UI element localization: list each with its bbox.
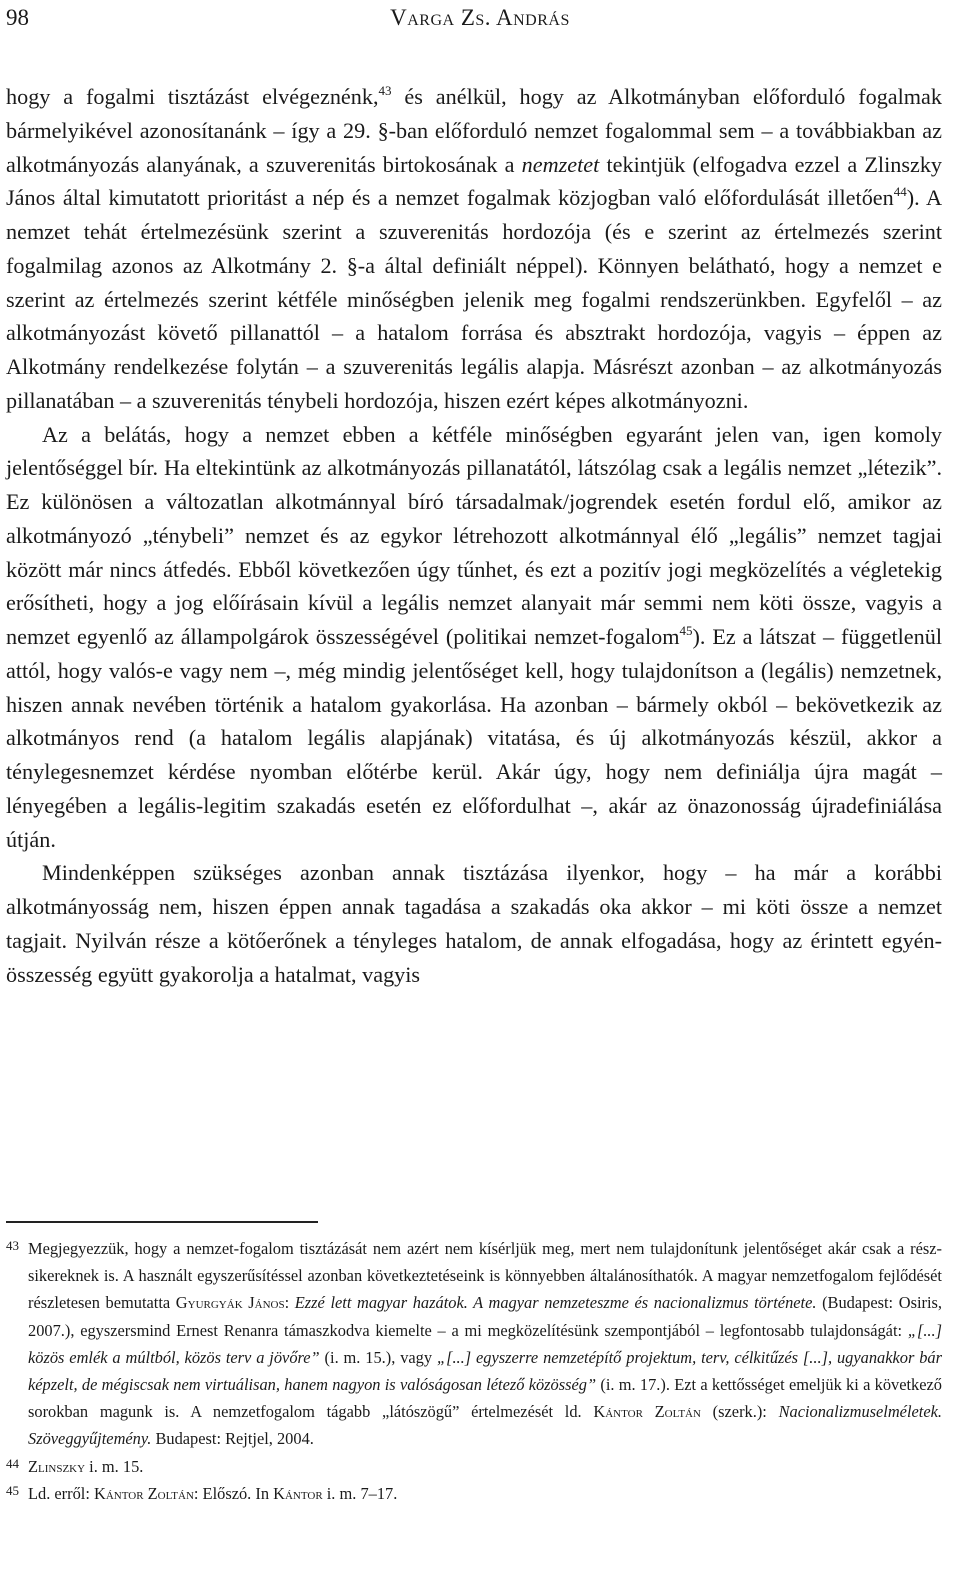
paragraph-3-text: Mindenképpen szükséges azonban annak tisztázása ilyenkor, hogy – ha már a korábbi alkotmányosság nem, hiszen éppen annak tagadása a szakadás oka akkor – mi köti össze a nemzet tagjait. Nyilván része a kötőerőnek a tényleges hatalom, de annak elfogadása, hogy az érintett egyén-összesség együtt gyakorolja a hatalmat, vagyis	[6, 860, 942, 987]
footnote-43-title-1: Ezzé lett magyar hazátok. A magyar nemzeteszme és nacionalizmus története.	[294, 1293, 817, 1313]
footnote-43-text-g: Budapest: Rejtjel, 2004.	[151, 1429, 314, 1449]
paragraph-1-text-c: tekintjük (elfogadva ezzel a Zlinszky János által kimutatott prioritást a nép és a nemzet fogalmak közjogban való előfordulását illetően	[6, 151, 943, 211]
emphasis-nemzetet: nemzetet	[521, 151, 600, 177]
footnote-number-45: 45	[6, 1482, 19, 1498]
footnote-43-text-d: (i. m. 15.), vagy	[319, 1347, 437, 1367]
footnote-45	[6, 1480, 942, 1507]
footnote-number-44: 44	[6, 1455, 19, 1471]
running-head	[0, 2, 960, 34]
paragraph-1-text-a: hogy a fogalmi tisztázást elvégeznénk,	[6, 84, 379, 109]
paragraph-1-text-d: ). A nemzet tehát értelmezésünk szerint a szuverenitás hordozója (és e szerint az értelmezés szerint fogalmilag azonos az Alkotmány 2. §-a által definiált néppel). Könnyen belátható, hogy a nemzet e szerint az értelmezés szerint kétféle minőségben jelenik meg fogalmi rendszerünkben. Egyfelől – az alkotmányozást követő pillanattól – a hatalom forrása és absztrakt hordozója, vagyis – éppen az Alkotmány rendelkezése folytán – a szuverenitás legális alapja. Másrészt azonban – az alkotmányozás pillanatában – a szuverenitás ténybeli hordozója, hiszen ezért képes alkotmányozni.	[6, 185, 942, 413]
footnote-43-text-c: (Budapest: Osiris, 2007.), egyszersmind Ernest Renanra támaszkodva kiemelte – a mi megközelítésünk szempontjából – legfontosabb tulajdonságát:	[28, 1293, 943, 1340]
paragraph-2	[6, 418, 942, 857]
footnote-45-author-2: Kántor	[273, 1483, 323, 1503]
footnote-45-author-1: Kántor Zoltán	[94, 1483, 194, 1503]
footnote-45-text-c: i. m. 7–17.	[322, 1483, 398, 1503]
footnote-43-text-a: Megjegyezzük, hogy a nemzet-fogalom tisztázását nem azért nem kísérljük meg, mert nem tulajdonítunk jelentőséget akár csak a rész-sikereknek is. A használt egyszerűsítéssel azonban következtetéseink is könnyebben általánosíthatók. A magyar nemzetfogalom fejlődését részletesen bemutatta	[28, 1239, 942, 1313]
footnote-number-43: 43	[6, 1238, 19, 1253]
footnote-43-author-2: Kántor Zoltán	[593, 1402, 701, 1422]
footnote-ref-45[interactable]: 45	[679, 623, 693, 638]
footnote-43-text-b: :	[284, 1293, 295, 1313]
page-number: 98	[6, 5, 29, 30]
footnote-43-quote-2: „[...] egyszerre nemzetépítő projektum, terv, célkitűzés [...], ugyanakkor bár képzelt, de mégiscsak nem virtuálisan, hanem nagyon is valóságosan létező közösség”	[28, 1347, 942, 1395]
paragraph-2-text-a: Az a belátás, hogy a nemzet ebben a kétféle minőségben egyaránt jelen van, igen komoly jelentőséggel bír. Ha eltekintünk az alkotmányozás pillanatától, látszólag csak a legális nemzet „létezik”. Ez különösen a változatlan alkotmánnyal bíró társadalmak/jogrendek esetén fordul elő, amikor az alkotmányozó „ténybeli” nemzet és az egykor létrehozott alkotmánnyal élő „legális” nemzet tagjai között már nincs átfedés. Ebből következően úgy tűnhet, és ezt a pozitív jogi megközelítés a végletekig erősítheti, hogy a jog előírásain kívül a legális nemzet alanyait már semmi nem köti össze, vagyis a nemzet egyenlő az állampolgárok összességével (politikai nemzet-fogalom	[6, 421, 942, 649]
footnote-43-text-f: (szerk.):	[700, 1402, 779, 1422]
paragraph-1-text-b: és anélkül, hogy az Alkotmányban előforduló fogalmak bármelyikével azonosítanánk – így a 29. §-ban előforduló nemzet fogalommal sem – a továbbiakban az alkotmányozás alanyának, a szuverenitás birtokosának a	[6, 84, 942, 177]
footnote-45-text-a: Ld. erről:	[28, 1483, 94, 1503]
paragraph-3	[6, 856, 942, 991]
footnote-44-author: Zlinszky	[28, 1456, 86, 1476]
footnote-ref-44[interactable]: 44	[893, 184, 907, 200]
footnote-43-title-2: Nacionalizmuselméletek. Szöveggyűjtemény.	[28, 1402, 942, 1449]
running-head-author: Varga Zs. András	[390, 5, 570, 30]
body-text	[6, 80, 942, 991]
footnote-44-text: i. m. 15.	[85, 1456, 144, 1476]
footnotes	[6, 1235, 942, 1507]
footnote-43-text-e: (i. m. 17.). Ezt a kettősséget emeljük ki a következő sorokban magunk is. A nemzetfogalom tágabb „látószögű” értelmezését ld.	[28, 1375, 942, 1422]
paragraph-1	[6, 80, 942, 418]
footnote-43-author-1: Gyurgyák János	[175, 1293, 285, 1313]
footnote-separator	[6, 1221, 318, 1223]
footnote-43-quote-1: „[...] közös emlék a múltból, közös terv a jövőre”	[28, 1320, 942, 1367]
footnote-45-text-b: : Előszó. In	[193, 1483, 274, 1503]
footnote-44	[6, 1453, 942, 1480]
paragraph-2-text-b: ). Ez a látszat – függetlenül attól, hogy valós-e vagy nem –, még mindig jelentőséget kell, hogy tulajdonítson a (legális) nemzetnek, hiszen annak nevében történik a hatalom gyakorlása. Ha azonban – bármely okból – bekövetkezik az alkotmányos rend (a hatalom legális alapjának) vitatása, és új alkotmányozás készül, akkor a ténylegesnemzet kérdése nyomban előtérbe kerül. Akár úgy, hogy nem definiálja újra magát – lényegében a legális-legitim szakadás esetén ez előfordulhat –, akár az önazonosság újradefiniálása útján.	[6, 624, 942, 852]
footnote-43	[6, 1235, 942, 1453]
footnote-ref-43[interactable]: 43	[378, 83, 392, 98]
